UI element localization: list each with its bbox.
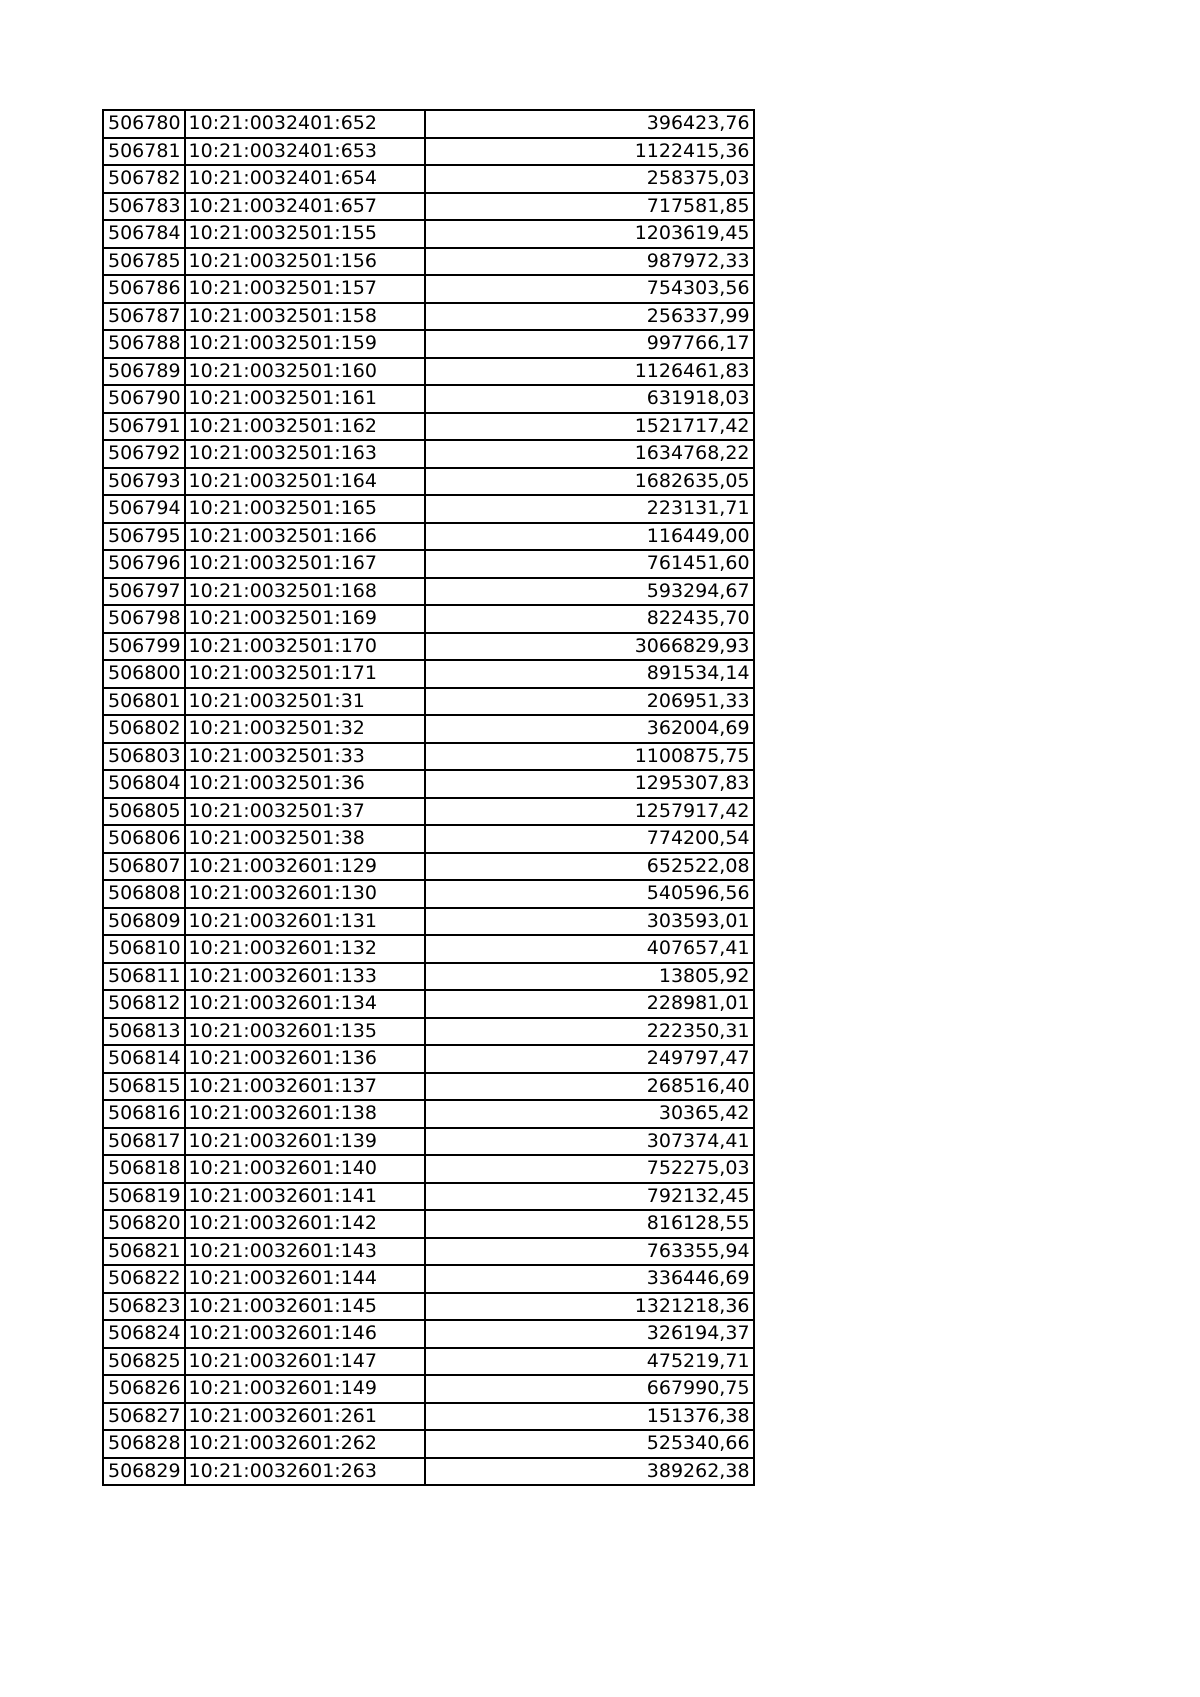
value-cell: 336446,69 <box>425 1265 754 1293</box>
value-cell: 223131,71 <box>425 495 754 523</box>
row-id-cell: 506817 <box>103 1128 185 1156</box>
value-cell: 1126461,83 <box>425 358 754 386</box>
table-row <box>103 495 754 523</box>
cadastral-number-cell: 10:21:0032601:135 <box>185 1018 425 1046</box>
cadastral-number-cell: 10:21:0032501:155 <box>185 220 425 248</box>
row-id-cell: 506791 <box>103 413 185 441</box>
data-table <box>102 109 755 1486</box>
row-id-cell: 506827 <box>103 1403 185 1431</box>
table-row <box>103 440 754 468</box>
cadastral-number-cell: 10:21:0032501:38 <box>185 825 425 853</box>
table-row <box>103 1403 754 1431</box>
table-row <box>103 165 754 193</box>
cadastral-number-cell: 10:21:0032601:134 <box>185 990 425 1018</box>
table-row <box>103 798 754 826</box>
value-cell: 3066829,93 <box>425 633 754 661</box>
value-cell: 816128,55 <box>425 1210 754 1238</box>
value-cell: 389262,38 <box>425 1458 754 1486</box>
cadastral-number-cell: 10:21:0032601:145 <box>185 1293 425 1321</box>
table-row <box>103 1430 754 1458</box>
value-cell: 151376,38 <box>425 1403 754 1431</box>
value-cell: 822435,70 <box>425 605 754 633</box>
cadastral-number-cell: 10:21:0032601:141 <box>185 1183 425 1211</box>
row-id-cell: 506807 <box>103 853 185 881</box>
row-id-cell: 506800 <box>103 660 185 688</box>
cadastral-number-cell: 10:21:0032601:139 <box>185 1128 425 1156</box>
cadastral-number-cell: 10:21:0032601:130 <box>185 880 425 908</box>
row-id-cell: 506826 <box>103 1375 185 1403</box>
cadastral-number-cell: 10:21:0032601:140 <box>185 1155 425 1183</box>
table-row <box>103 743 754 771</box>
value-cell: 228981,01 <box>425 990 754 1018</box>
value-cell: 268516,40 <box>425 1073 754 1101</box>
table-row <box>103 880 754 908</box>
table-row <box>103 330 754 358</box>
row-id-cell: 506829 <box>103 1458 185 1486</box>
value-cell: 222350,31 <box>425 1018 754 1046</box>
cadastral-number-cell: 10:21:0032601:138 <box>185 1100 425 1128</box>
row-id-cell: 506784 <box>103 220 185 248</box>
row-id-cell: 506821 <box>103 1238 185 1266</box>
value-cell: 1100875,75 <box>425 743 754 771</box>
table-row <box>103 385 754 413</box>
cadastral-number-cell: 10:21:0032501:166 <box>185 523 425 551</box>
value-cell: 396423,76 <box>425 110 754 138</box>
value-cell: 752275,03 <box>425 1155 754 1183</box>
cadastral-number-cell: 10:21:0032601:144 <box>185 1265 425 1293</box>
cadastral-number-cell: 10:21:0032501:159 <box>185 330 425 358</box>
table-row <box>103 468 754 496</box>
table-row <box>103 275 754 303</box>
table-row <box>103 1183 754 1211</box>
cadastral-number-cell: 10:21:0032501:157 <box>185 275 425 303</box>
row-id-cell: 506792 <box>103 440 185 468</box>
cadastral-number-cell: 10:21:0032401:653 <box>185 138 425 166</box>
table-row <box>103 715 754 743</box>
cadastral-number-cell: 10:21:0032501:168 <box>185 578 425 606</box>
value-cell: 1321218,36 <box>425 1293 754 1321</box>
row-id-cell: 506794 <box>103 495 185 523</box>
row-id-cell: 506814 <box>103 1045 185 1073</box>
row-id-cell: 506809 <box>103 908 185 936</box>
row-id-cell: 506787 <box>103 303 185 331</box>
cadastral-number-cell: 10:21:0032501:164 <box>185 468 425 496</box>
cadastral-number-cell: 10:21:0032501:37 <box>185 798 425 826</box>
row-id-cell: 506815 <box>103 1073 185 1101</box>
cadastral-number-cell: 10:21:0032501:160 <box>185 358 425 386</box>
row-id-cell: 506797 <box>103 578 185 606</box>
row-id-cell: 506828 <box>103 1430 185 1458</box>
table-row <box>103 1073 754 1101</box>
row-id-cell: 506789 <box>103 358 185 386</box>
table-row <box>103 825 754 853</box>
cadastral-number-cell: 10:21:0032601:149 <box>185 1375 425 1403</box>
value-cell: 891534,14 <box>425 660 754 688</box>
value-cell: 116449,00 <box>425 523 754 551</box>
table-row <box>103 1458 754 1486</box>
table-row <box>103 358 754 386</box>
table-row <box>103 550 754 578</box>
cadastral-number-cell: 10:21:0032601:131 <box>185 908 425 936</box>
value-cell: 525340,66 <box>425 1430 754 1458</box>
row-id-cell: 506820 <box>103 1210 185 1238</box>
table-body <box>103 110 754 1485</box>
table-row <box>103 220 754 248</box>
value-cell: 997766,17 <box>425 330 754 358</box>
row-id-cell: 506813 <box>103 1018 185 1046</box>
row-id-cell: 506818 <box>103 1155 185 1183</box>
table-row <box>103 523 754 551</box>
row-id-cell: 506808 <box>103 880 185 908</box>
cadastral-number-cell: 10:21:0032501:33 <box>185 743 425 771</box>
cadastral-number-cell: 10:21:0032401:652 <box>185 110 425 138</box>
row-id-cell: 506812 <box>103 990 185 1018</box>
value-cell: 631918,03 <box>425 385 754 413</box>
row-id-cell: 506796 <box>103 550 185 578</box>
row-id-cell: 506780 <box>103 110 185 138</box>
value-cell: 717581,85 <box>425 193 754 221</box>
cadastral-number-cell: 10:21:0032601:147 <box>185 1348 425 1376</box>
value-cell: 13805,92 <box>425 963 754 991</box>
cadastral-number-cell: 10:21:0032601:146 <box>185 1320 425 1348</box>
row-id-cell: 506785 <box>103 248 185 276</box>
row-id-cell: 506825 <box>103 1348 185 1376</box>
row-id-cell: 506804 <box>103 770 185 798</box>
value-cell: 593294,67 <box>425 578 754 606</box>
row-id-cell: 506781 <box>103 138 185 166</box>
value-cell: 362004,69 <box>425 715 754 743</box>
row-id-cell: 506795 <box>103 523 185 551</box>
row-id-cell: 506819 <box>103 1183 185 1211</box>
cadastral-number-cell: 10:21:0032501:163 <box>185 440 425 468</box>
row-id-cell: 506803 <box>103 743 185 771</box>
cadastral-number-cell: 10:21:0032501:162 <box>185 413 425 441</box>
cadastral-number-cell: 10:21:0032501:158 <box>185 303 425 331</box>
row-id-cell: 506806 <box>103 825 185 853</box>
table-row <box>103 1128 754 1156</box>
cadastral-number-cell: 10:21:0032601:142 <box>185 1210 425 1238</box>
cadastral-number-cell: 10:21:0032601:262 <box>185 1430 425 1458</box>
cadastral-number-cell: 10:21:0032601:133 <box>185 963 425 991</box>
value-cell: 987972,33 <box>425 248 754 276</box>
row-id-cell: 506788 <box>103 330 185 358</box>
cadastral-number-cell: 10:21:0032601:129 <box>185 853 425 881</box>
cadastral-number-cell: 10:21:0032401:654 <box>185 165 425 193</box>
value-cell: 1682635,05 <box>425 468 754 496</box>
row-id-cell: 506810 <box>103 935 185 963</box>
table-row <box>103 605 754 633</box>
row-id-cell: 506790 <box>103 385 185 413</box>
row-id-cell: 506811 <box>103 963 185 991</box>
cadastral-number-cell: 10:21:0032501:161 <box>185 385 425 413</box>
table-row <box>103 935 754 963</box>
table-row <box>103 990 754 1018</box>
value-cell: 256337,99 <box>425 303 754 331</box>
value-cell: 258375,03 <box>425 165 754 193</box>
table-row <box>103 248 754 276</box>
table-row <box>103 578 754 606</box>
row-id-cell: 506801 <box>103 688 185 716</box>
table-row <box>103 1320 754 1348</box>
cadastral-number-cell: 10:21:0032601:137 <box>185 1073 425 1101</box>
row-id-cell: 506823 <box>103 1293 185 1321</box>
table-row <box>103 633 754 661</box>
row-id-cell: 506805 <box>103 798 185 826</box>
value-cell: 1295307,83 <box>425 770 754 798</box>
row-id-cell: 506799 <box>103 633 185 661</box>
cadastral-number-cell: 10:21:0032501:36 <box>185 770 425 798</box>
cadastral-number-cell: 10:21:0032501:170 <box>185 633 425 661</box>
cadastral-number-cell: 10:21:0032501:165 <box>185 495 425 523</box>
table-row <box>103 660 754 688</box>
value-cell: 307374,41 <box>425 1128 754 1156</box>
value-cell: 1521717,42 <box>425 413 754 441</box>
cadastral-number-cell: 10:21:0032501:167 <box>185 550 425 578</box>
table-row <box>103 1348 754 1376</box>
table-row <box>103 413 754 441</box>
table-row <box>103 1293 754 1321</box>
table-row <box>103 1210 754 1238</box>
table-row <box>103 1238 754 1266</box>
table-row <box>103 193 754 221</box>
table-row <box>103 853 754 881</box>
table-row <box>103 1045 754 1073</box>
value-cell: 326194,37 <box>425 1320 754 1348</box>
value-cell: 792132,45 <box>425 1183 754 1211</box>
value-cell: 652522,08 <box>425 853 754 881</box>
value-cell: 206951,33 <box>425 688 754 716</box>
row-id-cell: 506783 <box>103 193 185 221</box>
value-cell: 475219,71 <box>425 1348 754 1376</box>
value-cell: 249797,47 <box>425 1045 754 1073</box>
row-id-cell: 506822 <box>103 1265 185 1293</box>
row-id-cell: 506816 <box>103 1100 185 1128</box>
cadastral-number-cell: 10:21:0032501:31 <box>185 688 425 716</box>
cadastral-number-cell: 10:21:0032601:132 <box>185 935 425 963</box>
cadastral-number-cell: 10:21:0032601:263 <box>185 1458 425 1486</box>
value-cell: 1257917,42 <box>425 798 754 826</box>
cadastral-number-cell: 10:21:0032601:136 <box>185 1045 425 1073</box>
cadastral-number-cell: 10:21:0032501:32 <box>185 715 425 743</box>
table-row <box>103 908 754 936</box>
value-cell: 540596,56 <box>425 880 754 908</box>
value-cell: 407657,41 <box>425 935 754 963</box>
table-row <box>103 963 754 991</box>
table-row <box>103 303 754 331</box>
table-row <box>103 688 754 716</box>
value-cell: 774200,54 <box>425 825 754 853</box>
cadastral-number-cell: 10:21:0032501:169 <box>185 605 425 633</box>
table-row <box>103 770 754 798</box>
row-id-cell: 506793 <box>103 468 185 496</box>
value-cell: 754303,56 <box>425 275 754 303</box>
value-cell: 761451,60 <box>425 550 754 578</box>
value-cell: 1634768,22 <box>425 440 754 468</box>
row-id-cell: 506824 <box>103 1320 185 1348</box>
table-row <box>103 1375 754 1403</box>
table-row <box>103 110 754 138</box>
table-row <box>103 1018 754 1046</box>
cadastral-number-cell: 10:21:0032401:657 <box>185 193 425 221</box>
value-cell: 667990,75 <box>425 1375 754 1403</box>
row-id-cell: 506802 <box>103 715 185 743</box>
value-cell: 1122415,36 <box>425 138 754 166</box>
row-id-cell: 506798 <box>103 605 185 633</box>
row-id-cell: 506782 <box>103 165 185 193</box>
table-row <box>103 138 754 166</box>
value-cell: 30365,42 <box>425 1100 754 1128</box>
value-cell: 763355,94 <box>425 1238 754 1266</box>
value-cell: 303593,01 <box>425 908 754 936</box>
value-cell: 1203619,45 <box>425 220 754 248</box>
cadastral-number-cell: 10:21:0032601:261 <box>185 1403 425 1431</box>
table-row <box>103 1100 754 1128</box>
row-id-cell: 506786 <box>103 275 185 303</box>
table-row <box>103 1265 754 1293</box>
table-row <box>103 1155 754 1183</box>
cadastral-number-cell: 10:21:0032501:156 <box>185 248 425 276</box>
cadastral-number-cell: 10:21:0032601:143 <box>185 1238 425 1266</box>
cadastral-number-cell: 10:21:0032501:171 <box>185 660 425 688</box>
